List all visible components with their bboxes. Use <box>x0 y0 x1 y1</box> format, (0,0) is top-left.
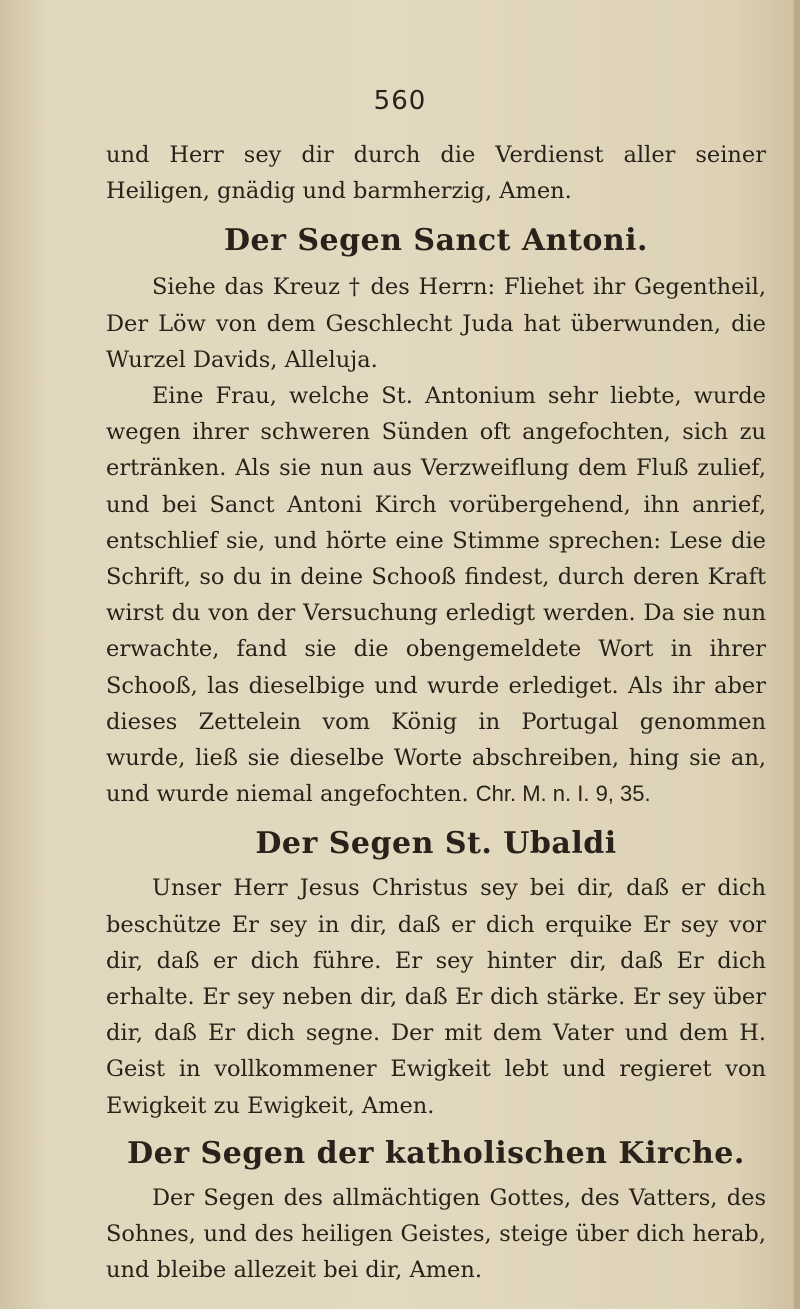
section-title-antoni: Der Segen Sanct Antoni. <box>223 223 648 259</box>
antoni-paragraph-2-text: Eine Frau, welche St. Antonium sehr liebte, wurde wegen ihrer schweren Sünden oft angefochten, sich zu ertränken. Als sie nun aus Verzweiflung dem Fluß zulief, und bei Sanct Antoni Kirch vorübergehend, ihn anrief, entschlief sie, und hörte eine Stimme sprechen: Lese die Schrift, so du in deine Schooß findest, durch deren Kraft wirst du von der Versuchung erledigt werden. Da sie nun erwachte, fand sie die obengemeldete Wort in ihrer Schooß, las dieselbige und wurde erlediget. Als ihr aber dieses Zettelein vom König in Portugal genommen wurde, ließ sie dieselbe Worte abschreiben, hing sie an, und wurde niemal angefochten. <box>106 383 766 808</box>
page-text <box>106 137 766 1288</box>
kirche-paragraph: Der Segen des allmächtigen Gottes, des Vatters, des Sohnes, und des heiligen Geistes, steige über dich herab, und bleibe allezeit bei dir, Amen. <box>106 1184 766 1284</box>
ubaldi-paragraph: Unser Herr Jesus Christus sey bei dir, daß er dich beschütze Er sey in dir, daß er dich erquike Er sey vor dir, daß er dich führe. Er sey hinter dir, daß Er dich erhalte. Er sey neben dir, daß Er dich stärke. Er sey über dir, daß Er dich segne. Der mit dem Vater und dem H. Geist in vollkommener Ewigkeit lebt und regieret von Ewigkeit zu Ewigkeit, Amen. <box>106 875 766 1119</box>
section-title-kirche: Der Segen der katholischen Kirche. <box>127 1135 745 1171</box>
antoni-paragraph-1: Siehe das Kreuz † des Herrn: Fliehet ihr Gegentheil, Der Löw von dem Geschlecht Juda hat überwunden, die Wurzel Davids, Alleluja. <box>106 274 766 373</box>
section-title-ubaldi: Der Segen St. Ubaldi <box>255 826 617 862</box>
antoni-citation: Chr. M. n. I. 9, 35. <box>475 781 651 807</box>
page-edge <box>794 0 800 1309</box>
intro-paragraph: und Herr sey dir durch die Verdienst aller seiner Heiligen, gnädig und barmherzig, Amen. <box>106 142 766 205</box>
page-number: 560 <box>373 86 427 116</box>
antoni-paragraph-2 <box>106 378 766 812</box>
